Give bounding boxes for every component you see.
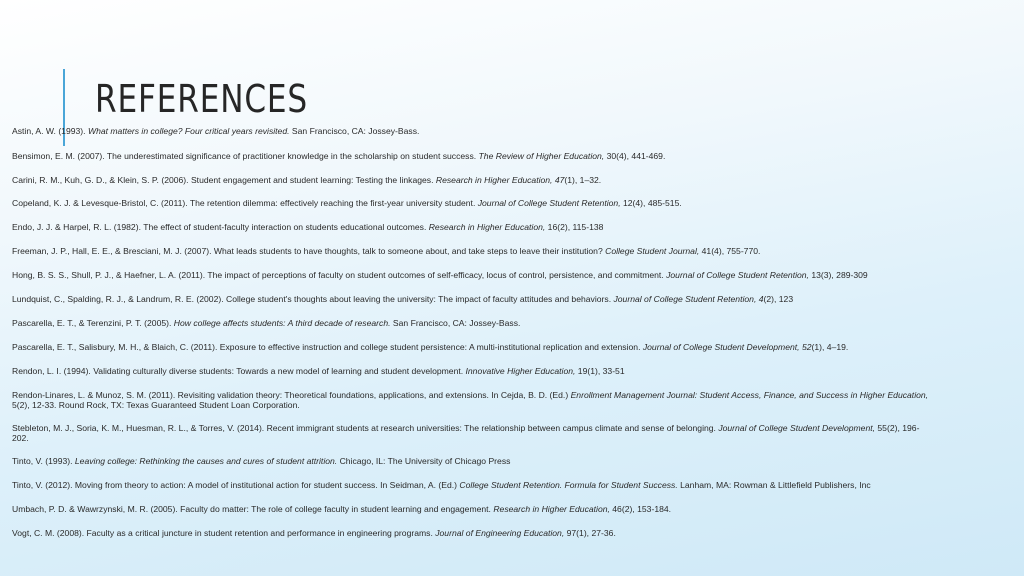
reference-text: (1), 4–19. xyxy=(811,342,849,352)
reference-entry xyxy=(12,457,1014,467)
reference-entry xyxy=(12,424,1014,443)
reference-source-italic: Research in Higher Education, 47 xyxy=(435,175,565,185)
reference-text: Pascarella, E. T., Salisbury, M. H., & Blaich, C. (2011). Exposure to effective instruction and college student persistence: A multi-institutional replication and extension. xyxy=(12,342,643,352)
slide-title: REFERENCES xyxy=(95,77,309,121)
reference-text: Copeland, K. J. & Levesque-Bristol, C. (2011). The retention dilemma: effectively reaching the first-year university student. xyxy=(12,198,478,208)
reference-entry xyxy=(12,319,1014,329)
reference-text: San Francisco, CA: Jossey-Bass. xyxy=(390,318,521,328)
reference-text: Tinto, V. (1993). xyxy=(12,456,75,466)
reference-text: San Francisco, CA: Jossey-Bass. xyxy=(289,126,420,136)
reference-text: Stebleton, M. J., Soria, K. M., Huesman, R. L., & Torres, V. (2014). Recent immigrant students at research universities: The relationship between campus climate and sense of belonging. xyxy=(12,423,719,433)
reference-source-italic: College Student Retention. Formula for Student Success. xyxy=(459,480,678,490)
reference-text: 46(2), 153-184. xyxy=(609,504,672,514)
reference-text: (2), 123 xyxy=(763,294,794,304)
reference-text: 30(4), 441-469. xyxy=(604,151,666,161)
reference-text: Rendon-Linares, L. & Munoz, S. M. (2011). Revisiting validation theory: Theoretical foundations, applications, and extensions. In Cejda, B. D. (Ed.) xyxy=(12,390,571,400)
reference-text: Rendon, L. I. (1994). Validating culturally diverse students: Towards a new model of learning and student development. xyxy=(12,366,466,376)
reference-entry xyxy=(12,152,1014,162)
reference-source-italic: What matters in college? Four critical years revisited. xyxy=(87,126,290,136)
reference-text: Hong, B. S. S., Shull, P. J., & Haefner, L. A. (2011). The impact of perceptions of faculty on student outcomes of self-efficacy, locus of control, persistence, and commitment. xyxy=(12,270,667,280)
reference-entry xyxy=(12,271,1014,281)
reference-entry xyxy=(12,295,1014,305)
reference-text: Vogt, C. M. (2008). Faculty as a critical juncture in student retention and performance in engineering programs. xyxy=(12,528,436,538)
reference-text: 16(2), 115-138 xyxy=(545,222,604,232)
reference-text: 55(2), 196- 202. xyxy=(12,423,920,443)
reference-entry xyxy=(12,367,1014,377)
reference-text: Astin, A. W. (1993). xyxy=(12,126,88,136)
reference-text: Lanham, MA: Rowman & Littlefield Publishers, Inc xyxy=(677,480,871,490)
reference-text: Bensimon, E. M. (2007). The underestimated significance of practitioner knowledge in the scholarship on student success. xyxy=(12,151,479,161)
reference-source-italic: Journal of Engineering Education, xyxy=(435,528,565,538)
reference-entry xyxy=(12,247,1014,257)
reference-text: (1), 1–32. xyxy=(564,175,602,185)
reference-source-italic: Journal of College Student Retention, xyxy=(477,198,621,208)
reference-entry xyxy=(12,176,1014,186)
reference-entry xyxy=(12,127,1014,137)
reference-source-italic: Research in Higher Education, xyxy=(428,222,546,232)
reference-text: Pascarella, E. T., & Terenzini, P. T. (2005). xyxy=(12,318,174,328)
reference-text: Endo, J. J. & Harpel, R. L. (1982). The effect of student-faculty interaction on students educational outcomes. xyxy=(12,222,429,232)
reference-entry xyxy=(12,505,1014,515)
reference-source-italic: Journal of College Student Retention, xyxy=(666,270,809,280)
reference-text: 41(4), 755-770. xyxy=(699,246,761,256)
reference-source-italic: Journal of College Student Retention, 4 xyxy=(613,294,764,304)
reference-entry xyxy=(12,529,1014,539)
reference-text: Umbach, P. D. & Wawrzynski, M. R. (2005). Faculty do matter: The role of college faculty in student learning and engagement. xyxy=(12,504,494,514)
reference-entry xyxy=(12,223,1014,233)
reference-source-italic: College Student Journal, xyxy=(605,246,700,256)
reference-source-italic: Research in Higher Education, xyxy=(493,504,610,514)
reference-entry xyxy=(12,343,1014,353)
reference-source-italic: Journal of College Student Development, 52 xyxy=(642,342,812,352)
reference-text: Freeman, J. P., Hall, E. E., & Bresciani, M. J. (2007). What leads students to have thoughts, talk to someone about, and take steps to leave their institution? xyxy=(12,246,606,256)
reference-entry xyxy=(12,391,1014,410)
reference-text: Lundquist, C., Spalding, R. J., & Landrum, R. E. (2002). College student's thoughts about leaving the university: The impact of faculty attitudes and behaviors. xyxy=(12,294,614,304)
reference-source-italic: The Review of Higher Education, xyxy=(478,151,605,161)
reference-source-italic: Leaving college: Rethinking the causes and cures of student attrition. xyxy=(74,456,338,466)
reference-text: 12(4), 485-515. xyxy=(620,198,682,208)
reference-source-italic: Enrollment Management Journal: Student Access, Finance, and Success in Higher Education, xyxy=(570,390,929,400)
reference-entry xyxy=(12,481,1014,491)
reference-text: Chicago, IL: The University of Chicago Press xyxy=(337,456,511,466)
reference-text: Carini, R. M., Kuh, G. D., & Klein, S. P. (2006). Student engagement and student learning: Testing the linkages. xyxy=(12,175,436,185)
reference-text: 19(1), 33-51 xyxy=(575,366,625,376)
reference-text: 13(3), 289-309 xyxy=(808,270,868,280)
reference-text: 5(2), 12-33. Round Rock, TX: Texas Guaranteed Student Loan Corporation. xyxy=(12,399,300,410)
reference-text: Tinto, V. (2012). Moving from theory to action: A model of institutional action for student success. In Seidman, A. (Ed.) xyxy=(12,480,460,490)
reference-source-italic: How college affects students: A third decade of research. xyxy=(173,318,391,328)
reference-source-italic: Journal of College Student Development, xyxy=(718,423,876,433)
reference-entry xyxy=(12,199,1014,209)
reference-source-italic: Innovative Higher Education, xyxy=(465,366,576,376)
reference-text: 97(1), 27-36. xyxy=(564,528,616,538)
